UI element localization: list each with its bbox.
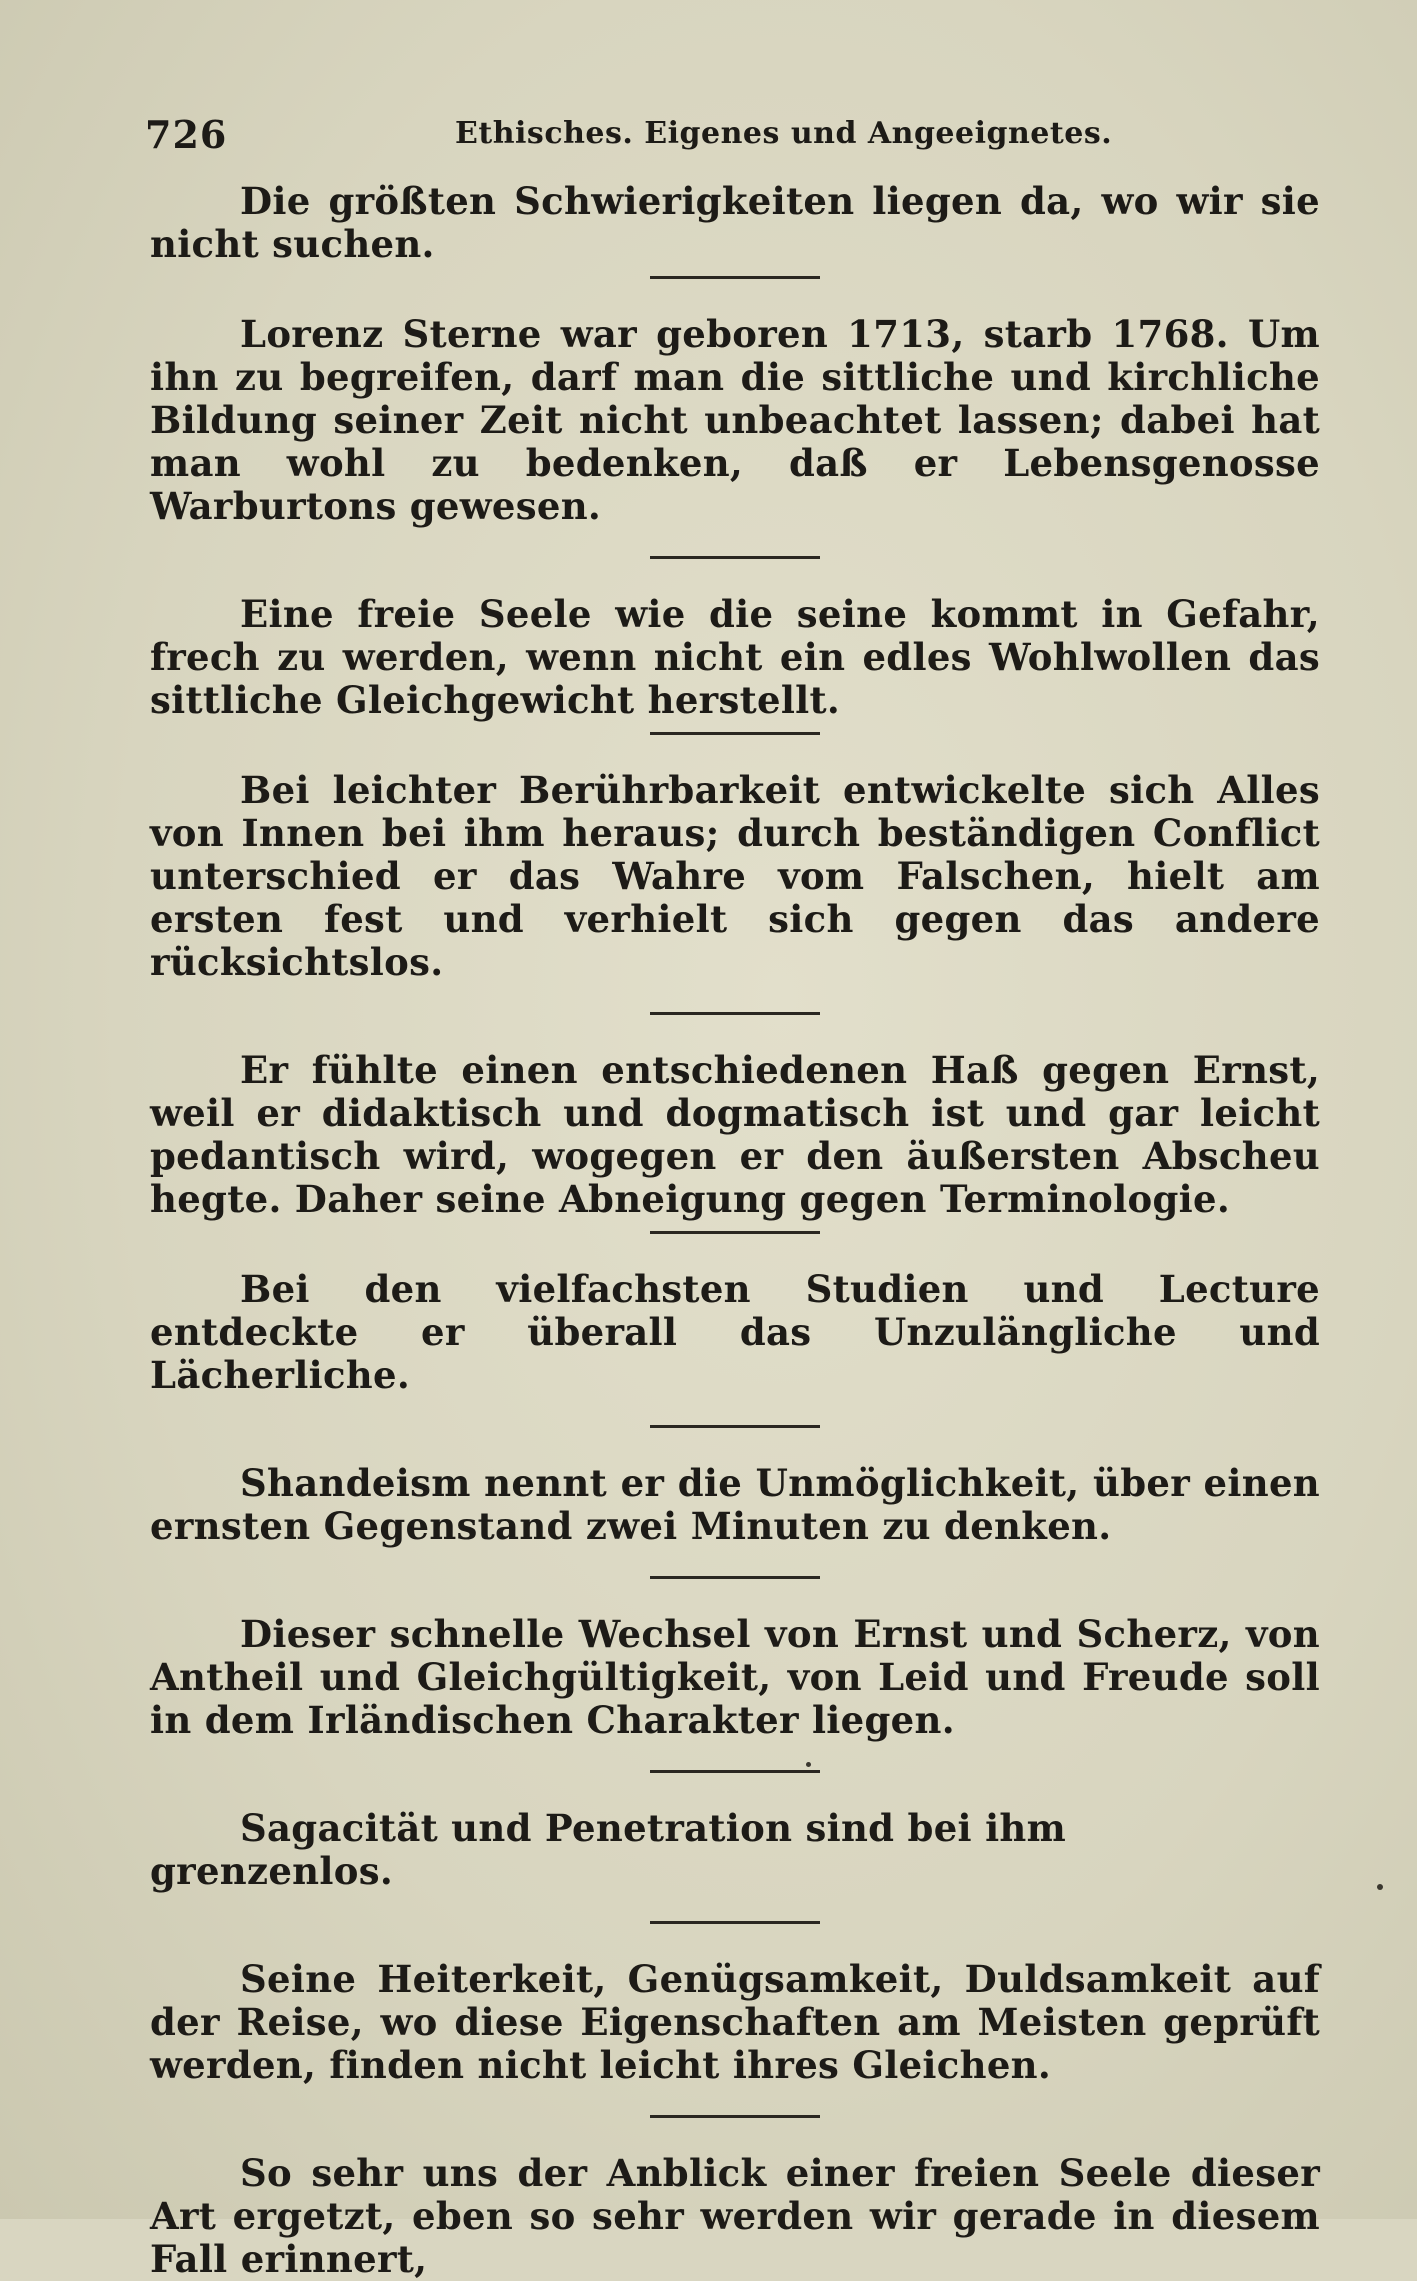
paragraph: Bei den vielfachsten Studien und Lecture entdeckte er überall das Unzulängliche und Lächerliche.: [150, 1267, 1320, 1397]
separator-rule: [650, 556, 820, 559]
separator-rule: [650, 1231, 820, 1234]
separator-rule: [650, 1921, 820, 1924]
paper-speck: [1377, 1884, 1383, 1890]
paragraph: Dieser schnelle Wechsel von Ernst und Scherz, von Antheil und Gleichgültigkeit, von Leid und Freude soll in dem Irländischen Charakter liegen.: [150, 1612, 1320, 1742]
page-header: [145, 112, 1315, 162]
separator-rule: [650, 276, 820, 279]
separator-rule: [650, 1012, 820, 1015]
separator-rule: [650, 1425, 820, 1428]
paragraph: Sagacität und Penetration sind bei ihm grenzenlos.: [150, 1806, 1067, 1893]
separator-rule: [650, 1770, 820, 1773]
separator-rule: [650, 732, 820, 735]
paragraph: Er fühlte einen entschiedenen Haß gegen Ernst, weil er didaktisch und dogmatisch ist und gar leicht pedantisch wird, wogegen er den äußersten Abscheu hegte. Daher seine Abneigung gegen Terminologie.: [150, 1048, 1320, 1221]
paragraph: So sehr uns der Anblick einer freien Seele dieser Art ergetzt, eben so sehr werden wir gerade in diesem Fall erinnert,: [150, 2151, 1320, 2281]
page-body: [150, 180, 1320, 2281]
paragraph: Seine Heiterkeit, Genügsamkeit, Duldsamkeit auf der Reise, wo diese Eigenschaften am Meisten geprüft werden, finden nicht leicht ihres Gleichen.: [150, 1957, 1320, 2087]
paragraph: Bei leichter Berührbarkeit entwickelte sich Alles von Innen bei ihm heraus; durch beständigen Conflict unterschied er das Wahre vom Falschen, hielt am ersten fest und verhielt sich gegen das andere rücksichtslos.: [150, 768, 1320, 984]
paragraph: Shandeism nennt er die Unmöglichkeit, über einen ernsten Gegenstand zwei Minuten zu denken.: [150, 1461, 1320, 1548]
page-number: 726: [145, 112, 228, 157]
paragraph: Die größten Schwierigkeiten liegen da, wo wir sie nicht suchen.: [150, 179, 1320, 266]
paragraph: Eine freie Seele wie die seine kommt in Gefahr, frech zu werden, wenn nicht ein edles Wohlwollen das sittliche Gleichgewicht herstellt.: [150, 592, 1320, 722]
paper-speck: [806, 1762, 811, 1767]
running-head: Ethisches. Eigenes und Angeeignetes.: [455, 116, 1113, 151]
separator-rule: [650, 2115, 820, 2118]
paragraph: Lorenz Sterne war geboren 1713, starb 1768. Um ihn zu begreifen, darf man die sittliche und kirchliche Bildung seiner Zeit nicht unbeachtet lassen; dabei hat man wohl zu bedenken, daß er Lebensgenosse Warburtons gewesen.: [150, 312, 1320, 528]
separator-rule: [650, 1576, 820, 1579]
